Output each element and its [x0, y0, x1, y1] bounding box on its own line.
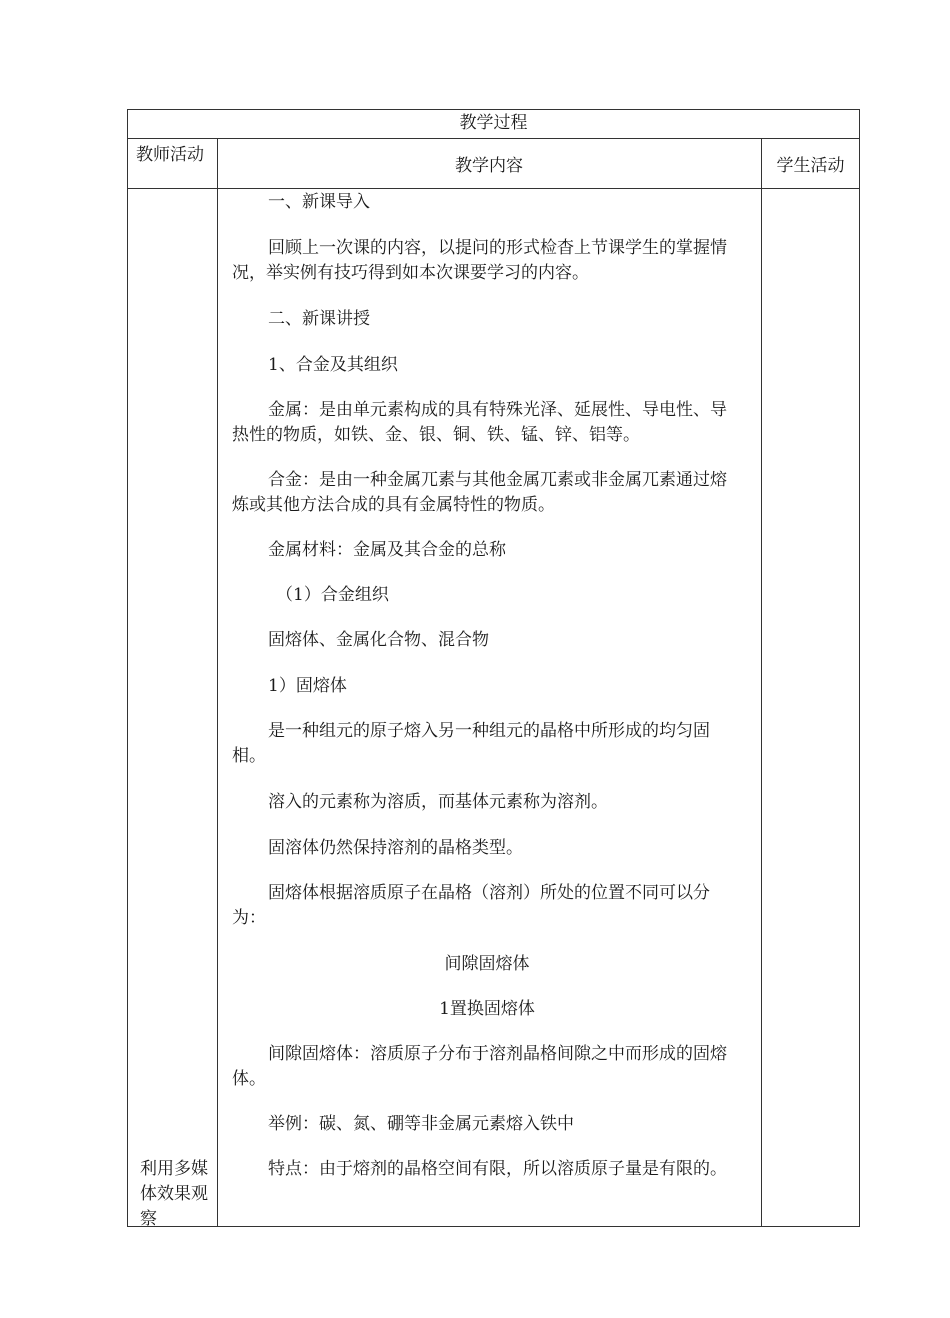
header-row-divider — [127, 188, 860, 189]
content-paragraph: 合金：是由一种金属兀素与其他金属兀素或非金属兀素通过熔炼或其他方法合成的具有金属特性的物质。 — [232, 470, 727, 515]
content-paragraph: 溶入的元素称为溶质，而基体元素称为溶剂。 — [268, 792, 608, 812]
content-paragraph: 固溶体仍然保持溶剂的晶格类型。 — [268, 838, 523, 858]
content-paragraph: 一、新课导入 — [268, 192, 370, 212]
title-row-divider — [127, 138, 860, 139]
content-paragraph: 金属材料：金属及其合金的总称 — [268, 540, 506, 560]
content-paragraph: 1）固熔体 — [268, 676, 347, 696]
content-paragraph: 金属：是由单元素构成的具有特殊光泽、延展性、导电性、导热性的物质，如铁、金、银、铜、铁、锰、锌、铝等。 — [232, 400, 727, 445]
content-paragraph: 1、合金及其组织 — [268, 355, 398, 375]
teacher-column-divider — [217, 138, 218, 1227]
content-paragraph: 间隙固熔体：溶质原子分布于溶剂晶格间隙之中而形成的固熔体。 — [232, 1044, 727, 1089]
content-paragraph: 1置换固熔体 — [439, 999, 535, 1019]
content-paragraph: 固熔体根据溶质原子在晶格（溶剂）所处的位置不同可以分为： — [232, 883, 710, 928]
content-paragraph: 特点：由于熔剂的晶格空间有限，所以溶质原子量是有限的。 — [268, 1159, 727, 1179]
teacher-activity-header: 教师活动 — [136, 145, 204, 165]
content-paragraph: 间隙固熔体 — [444, 954, 530, 974]
teaching-content-header: 教学内容 — [455, 156, 523, 176]
student-column-divider — [761, 138, 762, 1227]
student-activity-header: 学生活动 — [776, 156, 845, 176]
table-title: 教学过程 — [459, 113, 528, 133]
content-paragraph: 回顾上一次课的内容，以提问的形式检杳上节课学生的掌握情况，举实例有技巧得到如本次课要学习的内容。 — [232, 238, 727, 283]
teacher-note: 利用多媒体效果观察 — [140, 1159, 208, 1229]
content-paragraph: 是一种组元的原子熔入另一种组元的晶格中所形成的均匀固相。 — [232, 721, 710, 766]
content-paragraph: 举例：碳、氮、硼等非金属元素熔入铁中 — [268, 1114, 574, 1134]
content-paragraph: 二、新课讲授 — [268, 309, 370, 329]
content-paragraph: （1）合金组织 — [276, 585, 389, 605]
content-paragraph: 固熔体、金属化合物、混合物 — [268, 630, 489, 650]
